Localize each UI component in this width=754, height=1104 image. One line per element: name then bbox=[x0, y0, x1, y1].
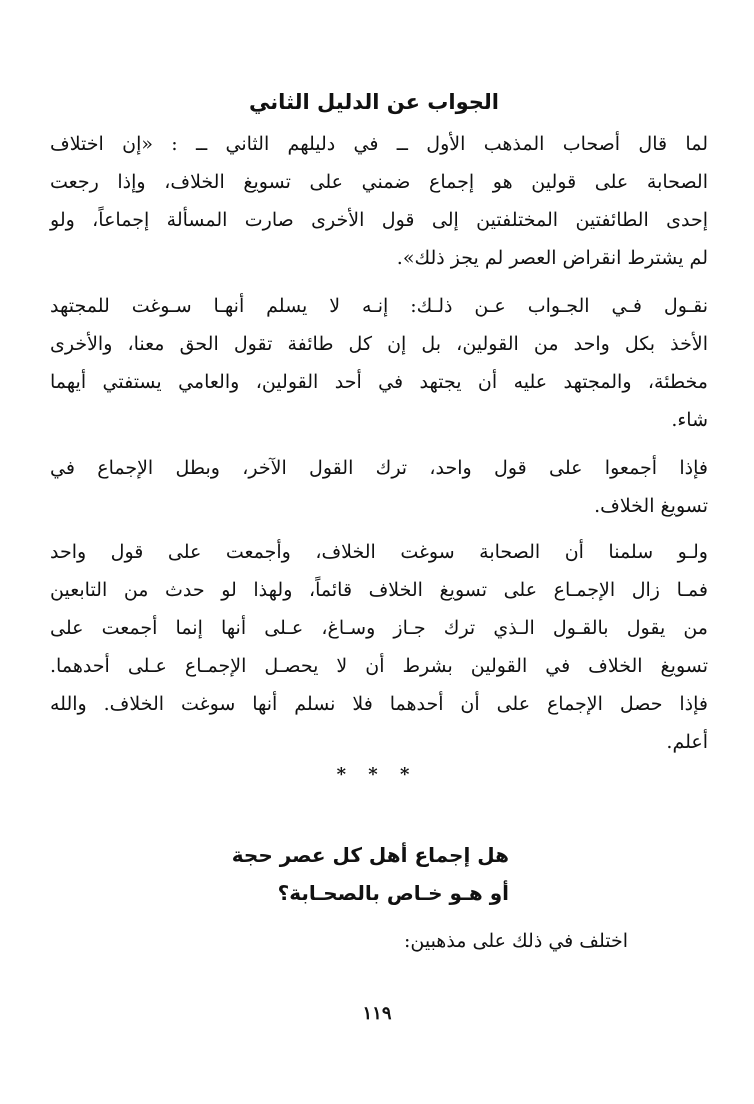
chapter-title-line-2: أو هـو خـاص بالصحـابة؟ bbox=[277, 881, 509, 905]
text-line: مخطئة، والمجتهد عليه أن يجتهد في أحد القولين، والعامي يستفتي أيهما bbox=[50, 371, 708, 393]
paragraph-3 bbox=[50, 449, 708, 525]
section-separator: * * * bbox=[336, 764, 418, 785]
text-line: تسويغ الخلاف. bbox=[594, 495, 708, 517]
text-line: شاء. bbox=[671, 409, 708, 431]
paragraph-1 bbox=[50, 125, 708, 277]
text-line: إحدى الطائفتين المختلفتين إلى قول الأخرى صارت المسألة إجماعاً، ولو bbox=[50, 209, 708, 231]
intro-text: اختلف في ذلك على مذهبين: bbox=[403, 930, 628, 952]
text-line: الصحابة على قولين هو إجماع ضمني على تسويغ الخلاف، وإذا رجعت bbox=[50, 171, 708, 193]
text-line: لما قال أصحاب المذهب الأول ــ في دليلهم الثاني ــ : «إن اختلاف bbox=[50, 133, 708, 155]
section-title: الجواب عن الدليل الثاني bbox=[249, 90, 499, 114]
text-line: فإذا أجمعوا على قول واحد، ترك القول الآخر، وبطل الإجماع في bbox=[50, 457, 708, 479]
text-line: لم يشترط انقراض العصر لم يجز ذلك». bbox=[396, 247, 708, 269]
text-line: فإذا حصل الإجماع على أن أحدهما فلا نسلم أنها سوغت الخلاف. والله bbox=[50, 693, 708, 715]
paragraph-4 bbox=[50, 533, 708, 761]
text-line: أعلم. bbox=[666, 731, 708, 753]
text-line: ولـو سلمنا أن الصحابة سوغت الخلاف، وأجمعت على قول واحد bbox=[50, 541, 708, 563]
text-line: من يقول بالقـول الـذي ترك جـاز وسـاغ، عـلى أنها إنما أجمعت على bbox=[50, 617, 708, 639]
paragraph-2 bbox=[50, 287, 708, 439]
text-line: نقـول فـي الجـواب عـن ذلـك: إنـه لا يسلم أنهـا سـوغت للمجتهد bbox=[50, 295, 708, 317]
text-line: فمـا زال الإجمـاع على تسويغ الخلاف قائماً، ولهذا لو حدث من التابعين bbox=[50, 579, 708, 601]
page-number: ١١٩ bbox=[362, 1003, 392, 1024]
chapter-title-line-1: هل إجماع أهل كل عصر حجة bbox=[231, 843, 509, 867]
text-line: تسويغ الخلاف في القولين بشرط أن لا يحصـل الإجمـاع عـلى أحدهما. bbox=[50, 655, 708, 677]
text-line: الأخذ بكل واحد من القولين، بل إن كل طائفة تقول الحق معنا، والأخرى bbox=[50, 333, 708, 355]
